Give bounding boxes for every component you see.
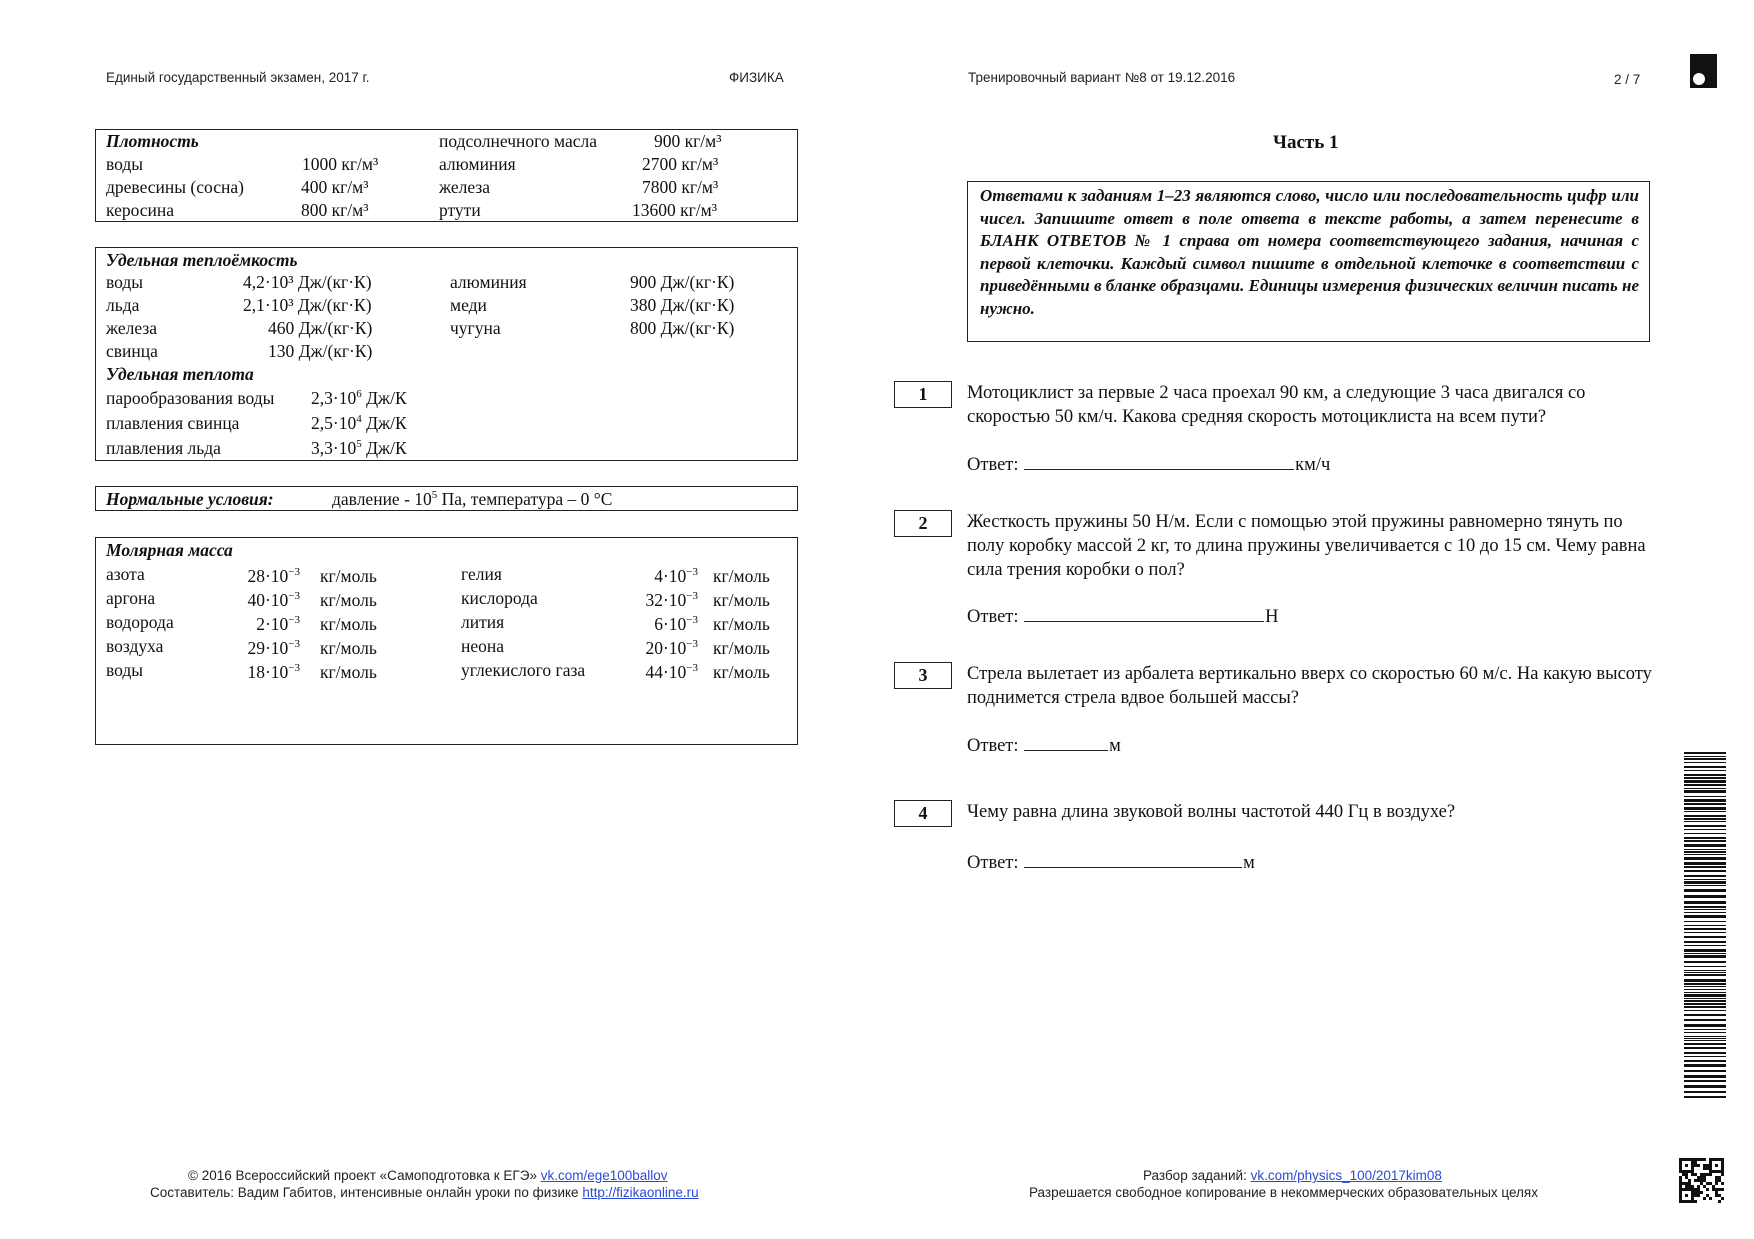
- latent-name: плавления льда: [106, 438, 221, 458]
- molar-unit: кг/моль: [320, 590, 377, 610]
- molar-unit: кг/моль: [320, 614, 377, 634]
- molar-value: $20\cdot 10^{-3}$: [645, 638, 698, 658]
- corner-marker-icon: [1690, 54, 1717, 88]
- density-value: 13600 кг/м³: [632, 200, 717, 220]
- variant-label: Тренировочный вариант №8 от 19.12.2016: [968, 70, 1236, 85]
- answer-field[interactable]: Ответ: м: [967, 853, 1255, 873]
- molar-value: $32\cdot 10^{-3}$: [645, 590, 698, 610]
- footer-link-analysis[interactable]: vk.com/physics_100/2017kim08: [1250, 1168, 1442, 1183]
- molar-value: $4\cdot 10^{-3}$: [654, 566, 698, 586]
- answer-field[interactable]: Ответ: Н: [967, 607, 1279, 627]
- density-name: ртути: [439, 200, 481, 220]
- footer-analysis: Разбор заданий: vk.com/physics_100/2017kim08: [1143, 1168, 1442, 1183]
- heat-name: свинца: [106, 341, 158, 361]
- molar-value: $44\cdot 10^{-3}$: [645, 662, 698, 682]
- molar-name: воды: [106, 660, 144, 680]
- density-name: подсолнечного масла: [439, 131, 598, 151]
- normal-conditions-title: Нормальные условия:: [106, 489, 274, 509]
- latent-name: парообразования воды: [106, 388, 275, 408]
- heat-name: воды: [106, 272, 144, 292]
- density-value: 7800 кг/м³: [642, 177, 719, 197]
- molar-unit: кг/моль: [713, 662, 770, 682]
- molar-name: кислорода: [461, 588, 538, 608]
- latent-heat-title: Удельная теплота: [106, 364, 254, 384]
- molar-name: азота: [106, 564, 145, 584]
- molar-value: $28\cdot 10^{-3}$: [247, 566, 300, 586]
- density-value: 1000 кг/м³: [302, 154, 379, 174]
- heat-value: 2,1·10³ Дж/(кг·К): [243, 295, 372, 315]
- molar-unit: кг/моль: [713, 638, 770, 658]
- molar-name: воздуха: [106, 636, 164, 656]
- footer-link-site[interactable]: http://fizikaonline.ru: [582, 1185, 699, 1200]
- density-value: 400 кг/м³: [301, 177, 369, 197]
- heat-value: 380 Дж/(кг·К): [630, 295, 735, 315]
- heat-name: льда: [106, 295, 140, 315]
- molar-unit: кг/моль: [713, 566, 770, 586]
- heat-value: 900 Дж/(кг·К): [630, 272, 735, 292]
- heat-value: 4,2·10³ Дж/(кг·К): [243, 272, 372, 292]
- part-title: Часть 1: [1273, 132, 1339, 153]
- density-name: железа: [439, 177, 491, 197]
- heat-title: Удельная теплоёмкость: [106, 250, 298, 270]
- answer-field[interactable]: Ответ: м: [967, 736, 1121, 756]
- heat-value: 800 Дж/(кг·К): [630, 318, 735, 338]
- instruction-box: Ответами к заданиям 1–23 являются слово, число или последовательность цифр или чисел. Запишите ответ в поле ответа в тексте работы, а затем перенесите в БЛАНК ОТВЕТОВ № 1 справа от номера соответствующего задания, начиная с первой клеточки. Каждый символ пишите в отдельной клеточке в соответствии с приведёнными в бланке образцами. Единицы измерения физических величин писать не нужно.: [967, 181, 1650, 342]
- molar-value: $29\cdot 10^{-3}$: [247, 638, 300, 658]
- molar-unit: кг/моль: [713, 590, 770, 610]
- molar-name: аргона: [106, 588, 156, 608]
- molar-unit: кг/моль: [713, 614, 770, 634]
- footer-license: Разрешается свободное копирование в некоммерческих образовательных целях: [1029, 1185, 1538, 1200]
- heat-value: 130 Дж/(кг·К): [268, 341, 373, 361]
- answer-field[interactable]: Ответ: км/ч: [967, 455, 1331, 475]
- molar-unit: кг/моль: [320, 566, 377, 586]
- molar-name: гелия: [461, 564, 502, 584]
- molar-title: Молярная масса: [106, 540, 233, 560]
- molar-name: водорода: [106, 612, 174, 632]
- heat-name: меди: [450, 295, 487, 315]
- density-title: Плотность: [106, 131, 199, 151]
- latent-value: $2,5\cdot 10^4$ Дж/К: [311, 413, 407, 433]
- question-text: Стрела вылетает из арбалета вертикально вверх со скоростью 60 м/с. На какую высоту поднимется стрела вдвое большей массы?: [967, 664, 1652, 708]
- heat-name: алюминия: [450, 272, 527, 292]
- density-name: алюминия: [439, 154, 516, 174]
- footer-author: Составитель: Вадим Габитов, интенсивные онлайн уроки по физике http://fizikaonline.ru: [150, 1185, 699, 1200]
- heat-name: чугуна: [450, 318, 501, 338]
- question-number: 3: [894, 662, 952, 689]
- question-number: 2: [894, 510, 952, 537]
- density-name: воды: [106, 154, 144, 174]
- molar-name: лития: [461, 612, 505, 632]
- molar-value: $40\cdot 10^{-3}$: [247, 590, 300, 610]
- question-number: 4: [894, 800, 952, 827]
- qr-code-icon: [1679, 1158, 1724, 1203]
- density-name: древесины (сосна): [106, 177, 244, 197]
- footer-copyright: © 2016 Всероссийский проект «Самоподготовка к ЕГЭ» vk.com/ege100ballov: [188, 1168, 668, 1183]
- question-text: Чему равна длина звуковой волны частотой 440 Гц в воздухе?: [967, 802, 1456, 822]
- molar-unit: кг/моль: [320, 662, 377, 682]
- barcode-icon: [1684, 752, 1726, 1100]
- molar-value: $2\cdot 10^{-3}$: [256, 614, 300, 634]
- latent-value: $3,3\cdot 10^5$ Дж/К: [311, 438, 407, 458]
- question-number: 1: [894, 381, 952, 408]
- heat-name: железа: [106, 318, 158, 338]
- density-value: 800 кг/м³: [301, 200, 369, 220]
- heat-value: 460 Дж/(кг·К): [268, 318, 373, 338]
- molar-value: $6\cdot 10^{-3}$: [654, 614, 698, 634]
- question-text: Жесткость пружины 50 Н/м. Если с помощью этой пружины равномерно тянуть по полу коробку массой 2 кг, то длина пружины увеличивается с 10 до 15 см. Чему равна сила трения коробки о пол?: [967, 512, 1646, 580]
- latent-name: плавления свинца: [106, 413, 240, 433]
- density-name: керосина: [106, 200, 175, 220]
- page-number: 2 / 7: [1614, 72, 1641, 87]
- latent-value: $2,3\cdot 10^6$ Дж/К: [311, 388, 407, 408]
- normal-conditions-text: давление - $10^5$ Па, температура – 0 °С: [332, 489, 613, 509]
- molar-unit: кг/моль: [320, 638, 377, 658]
- exam-title: Единый государственный экзамен, 2017 г.: [106, 70, 370, 85]
- density-value: 2700 кг/м³: [642, 154, 719, 174]
- subject-label: ФИЗИКА: [729, 70, 784, 85]
- density-value: 900 кг/м³: [654, 131, 722, 151]
- footer-link-vk[interactable]: vk.com/ege100ballov: [540, 1168, 668, 1183]
- molar-name: углекислого газа: [461, 660, 586, 680]
- molar-name: неона: [461, 636, 505, 656]
- question-text: Мотоциклист за первые 2 часа проехал 90 км, а следующие 3 часа двигался со скоростью 50 км/ч. Какова средняя скорость мотоциклиста на всем пути?: [967, 383, 1586, 427]
- molar-value: $18\cdot 10^{-3}$: [247, 662, 300, 682]
